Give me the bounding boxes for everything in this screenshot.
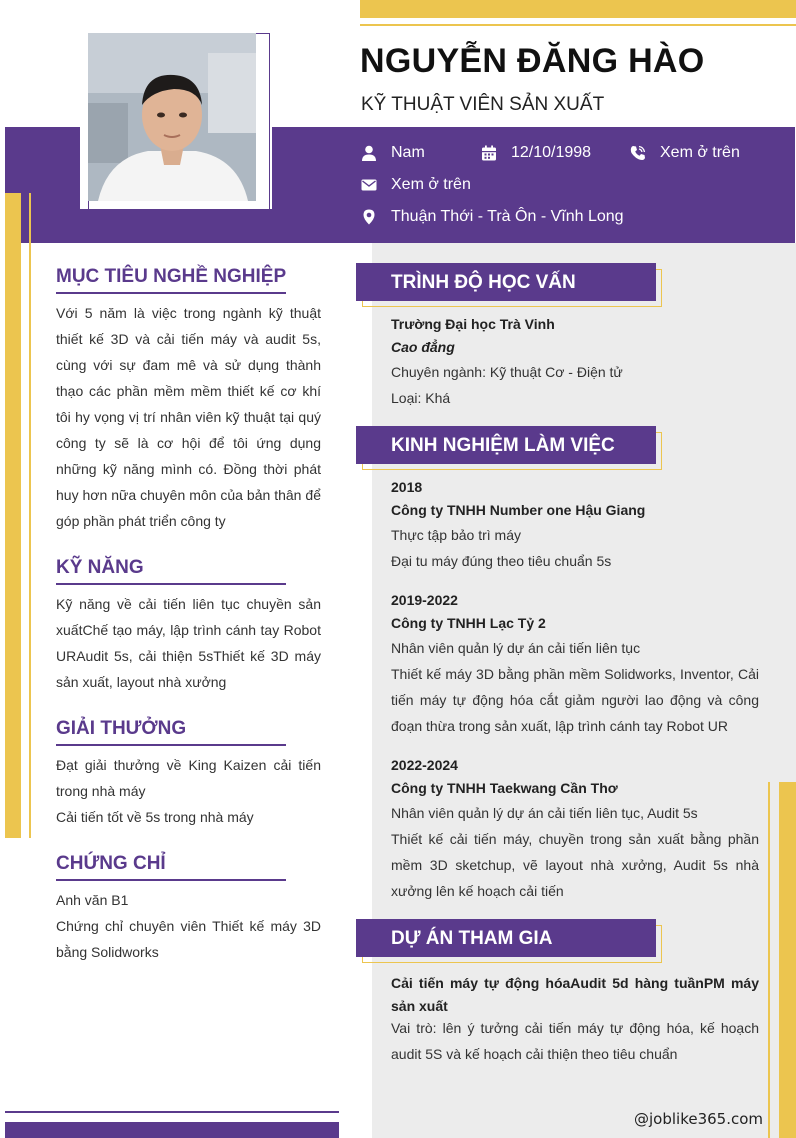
job-company: Công ty TNHH Taekwang Cần Thơ: [391, 780, 618, 796]
job-role: Nhân viên quản lý dự án cải tiến liên tục: [391, 640, 641, 656]
left-accent-line: [29, 193, 31, 838]
awards-heading-underline: [56, 744, 286, 746]
job-role: Thực tập bảo trì máy: [391, 527, 521, 543]
job-role: Nhân viên quản lý dự án cải tiến liên tục, Audit 5s: [391, 805, 698, 821]
top-accent-bar: [360, 0, 796, 18]
objective-text: Với 5 năm là việc trong ngành kỹ thuật thiết kế 3D và cải tiến máy và audit 5s, cùng với sự đam mê và sử dụng thành thạo các phần mềm mềm thiết kế cơ khí tôi hy vọng vị trí nhân viên kỹ thuật tại quý công ty sẽ là cơ hội để tôi ứng dụng những kỹ năng mình có. Đồng thời phát huy hơn nữa chuyên môn của bản thân để góp phần phát triển công ty: [56, 305, 321, 529]
awards-item: Cải tiến tốt về 5s trong nhà máy: [56, 809, 254, 825]
project-name: Cải tiến máy tự động hóaAudit 5d hàng tuầnPM máy sản xuất: [391, 975, 759, 1014]
education-degree: Cao đẳng: [391, 339, 455, 355]
phone-value: Xem ở trên: [660, 144, 740, 161]
contact-gender: [361, 144, 425, 162]
education-heading: TRÌNH ĐỘ HỌC VẤN: [391, 272, 576, 293]
left-accent-bar: [5, 193, 21, 838]
job-company: Công ty TNHH Number one Hậu Giang: [391, 502, 646, 518]
contact-phone: [630, 144, 740, 162]
education-school: Trường Đại học Trà Vinh: [391, 316, 555, 332]
top-accent-line: [360, 24, 796, 26]
experience-heading-box: [356, 426, 656, 464]
candidate-name: NGUYỄN ĐĂNG HÀO: [360, 42, 705, 80]
skills-text: Kỹ năng về cải tiến liên tục chuyền sản xuấtChế tạo máy, lập trình cánh tay Robot URAudit 5s, cải thiện 5sThiết kế 3D máy sản xuất, layout nhà xưởng: [56, 596, 321, 690]
awards-item: Đạt giải thưởng về King Kaizen cải tiến trong nhà máy: [56, 757, 321, 799]
map-pin-icon: [361, 209, 377, 225]
avatar-portrait-icon: [88, 33, 256, 201]
job-period: 2019-2022: [391, 592, 458, 608]
user-icon: [361, 145, 377, 161]
certificates-heading-underline: [56, 879, 286, 881]
projects-heading: DỰ ÁN THAM GIA: [391, 928, 553, 949]
contact-address: [361, 208, 624, 226]
email-value: Xem ở trên: [391, 176, 471, 193]
contact-birthday: [481, 144, 591, 162]
project-role: Vai trò: lên ý tưởng cải tiến máy tự động hóa, kế hoạch audit 5S và kế hoạch cải thiện theo tiêu chuẩn: [391, 1020, 759, 1062]
job-details: Thiết kế cải tiến máy, chuyền trong sản xuất bằng phần mềm 3D sketchup, vẽ layout nhà xưởng, Audit 5s nhà xưởng lên kế hoạch cải tiến: [391, 831, 759, 899]
gender-value: Nam: [391, 144, 425, 161]
certificates-heading: CHỨNG CHỈ: [56, 853, 166, 874]
envelope-icon: [361, 177, 377, 193]
phone-icon: [630, 145, 646, 161]
job-title: KỸ THUẬT VIÊN SẢN XUẤT: [361, 94, 605, 115]
job-details: Thiết kế máy 3D bằng phần mềm Solidworks, Inventor, Cải tiến máy tự động hóa cắt giảm người lao động và công đoạn thừa trong sản xuất, lập trình cánh tay Robot UR: [391, 666, 759, 734]
job-details: Đại tu máy đúng theo tiêu chuẩn 5s: [391, 553, 612, 569]
calendar-icon: [481, 145, 497, 161]
experience-heading: KINH NGHIỆM LÀM VIỆC: [391, 435, 615, 456]
skills-heading-underline: [56, 583, 286, 585]
right-accent-line: [768, 782, 770, 1138]
certificate-item: Chứng chỉ chuyên viên Thiết kế máy 3D bằng Solidworks: [56, 918, 321, 960]
watermark: @joblike365.com: [634, 1110, 764, 1128]
education-major: Chuyên ngành: Kỹ thuật Cơ - Điện tử: [391, 364, 623, 380]
right-accent-bar: [779, 782, 796, 1138]
certificate-item: Anh văn B1: [56, 892, 129, 908]
contact-email: [361, 176, 471, 194]
education-heading-box: [356, 263, 656, 301]
skills-heading: KỸ NĂNG: [56, 557, 144, 578]
avatar: [88, 33, 256, 201]
birthday-value: 12/10/1998: [511, 144, 592, 161]
education-grade: Loại: Khá: [391, 390, 451, 406]
address-value: Thuận Thới - Trà Ôn - Vĩnh Long: [391, 208, 624, 225]
bottom-accent-line: [5, 1111, 339, 1113]
awards-heading: GIẢI THƯỞNG: [56, 718, 187, 739]
bottom-accent-bar: [5, 1122, 339, 1138]
objective-heading-underline: [56, 292, 286, 294]
objective-heading: MỤC TIÊU NGHỀ NGHIỆP: [56, 266, 287, 287]
job-company: Công ty TNHH Lạc Tỷ 2: [391, 615, 546, 631]
job-period: 2018: [391, 479, 423, 495]
job-period: 2022-2024: [391, 757, 458, 773]
projects-heading-box: [356, 919, 656, 957]
